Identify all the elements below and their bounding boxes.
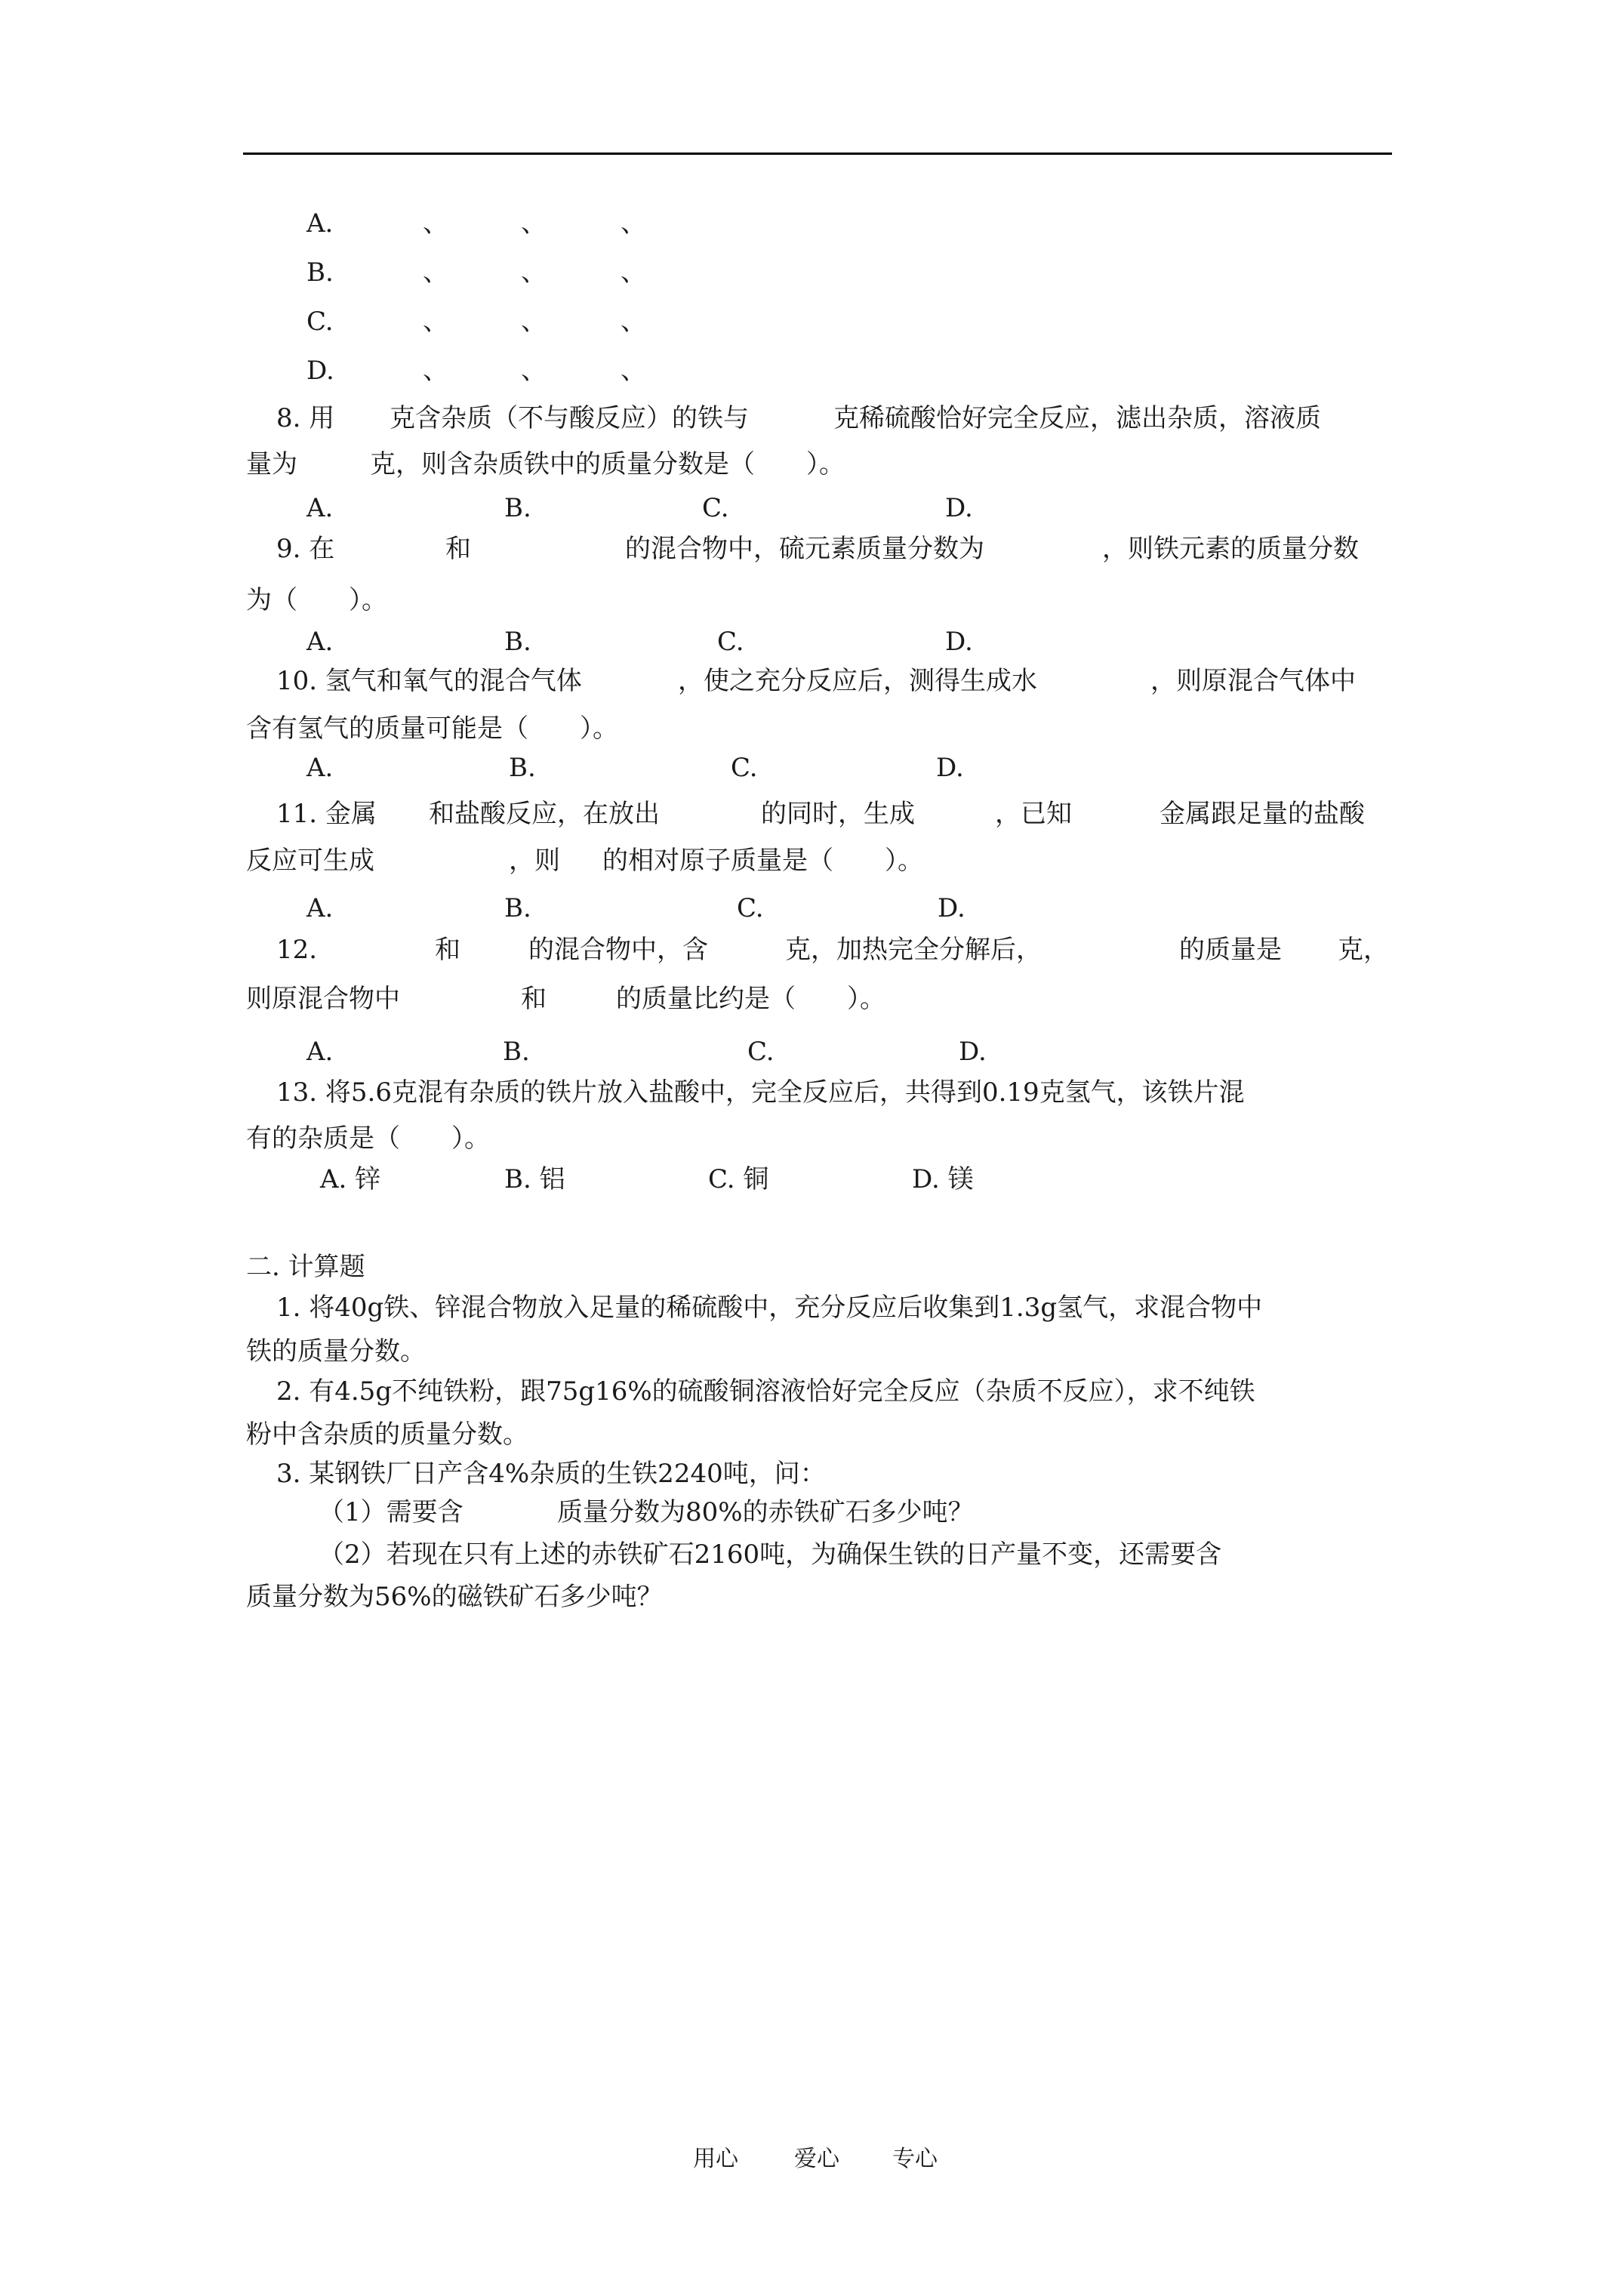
calc-problem-3-sub-2: 质量分数为56%的磁铁矿石多少吨？ — [246, 1582, 663, 1612]
q11-option-c: C. — [737, 893, 764, 923]
q11-option-a: A. — [306, 893, 334, 923]
footer-text: 专心 — [892, 2146, 938, 2172]
q10-text: ，则原混合气体中 — [1150, 666, 1356, 696]
q7-option-b-mark: 、 — [621, 257, 646, 288]
q12-option-c: C. — [747, 1037, 775, 1067]
q7-option-d: D. — [306, 356, 334, 386]
q12-text: 12. — [276, 935, 318, 965]
q13-option-c: C. 铜 — [708, 1164, 769, 1194]
q9-text: ，则铁元素的质量分数 — [1102, 534, 1359, 564]
q10-option-d: D. — [936, 753, 964, 783]
q12-text: 和 — [521, 984, 547, 1014]
q11-text: ，则 — [509, 846, 560, 876]
q12-option-a: A. — [306, 1037, 334, 1067]
q7-option-d-mark: 、 — [521, 356, 547, 386]
q12-text: 克，加热完全分解后， — [785, 935, 1042, 965]
calc-problem-1: 铁的质量分数。 — [246, 1336, 426, 1367]
q7-option-d-mark: 、 — [423, 356, 448, 386]
q7-option-b: B. — [306, 257, 334, 288]
q11-option-d: D. — [938, 893, 965, 923]
q7-option-d-mark: 、 — [621, 356, 646, 386]
q8-text: 克稀硫酸恰好完全反应，滤出杂质，溶液质 — [833, 403, 1321, 433]
q9-text: 和 — [445, 534, 471, 564]
q12-text: 则原混合物中 — [246, 984, 400, 1014]
q9-text: 9. 在 — [276, 534, 335, 564]
q10-option-b: B. — [509, 753, 536, 783]
q10-text: 10. 氢气和氧气的混合气体 — [276, 666, 582, 696]
q11-text: 的同时，生成 — [761, 799, 915, 829]
q7-option-a-mark: 、 — [423, 208, 448, 239]
q13-text: 有的杂质是（ ）。 — [246, 1123, 490, 1154]
q10-option-c: C. — [731, 753, 758, 783]
q12-option-b: B. — [503, 1037, 530, 1067]
q12-text: 的质量比约是（ ）。 — [616, 984, 885, 1014]
q8-option-a: A. — [306, 493, 334, 523]
q13-option-b: B. 铝 — [504, 1164, 565, 1194]
q13-option-a: A. 锌 — [320, 1164, 381, 1194]
footer-text: 用心 — [693, 2146, 738, 2172]
q9-option-c: C. — [717, 627, 744, 657]
q12-text: 克， — [1338, 935, 1389, 965]
q8-option-c: C. — [702, 493, 729, 523]
q7-option-a: A. — [306, 208, 334, 239]
q11-text: 和盐酸反应，在放出 — [429, 799, 660, 829]
q13-option-d: D. 镁 — [912, 1164, 974, 1194]
section-heading: 二. 计算题 — [246, 1252, 365, 1282]
footer-text: 爱心 — [794, 2146, 839, 2172]
q12-text: 和 — [435, 935, 460, 965]
calc-problem-1: 1. 将40g铁、锌混合物放入足量的稀硫酸中，充分反应后收集到1.3g氢气，求混合物中 — [276, 1293, 1263, 1323]
header-rule — [243, 153, 1392, 155]
q10-text: 含有氢气的质量可能是（ ）。 — [246, 713, 618, 744]
q7-option-a-mark: 、 — [621, 208, 646, 239]
q11-text: 金属跟足量的盐酸 — [1160, 799, 1365, 829]
q8-text: 克，则含杂质铁中的质量分数是（ ）。 — [370, 449, 845, 479]
q8-option-d: D. — [945, 493, 973, 523]
q11-text: 反应可生成 — [246, 846, 374, 876]
q11-text: 的相对原子质量是（ ）。 — [602, 846, 923, 876]
q8-text: 量为 — [246, 449, 297, 479]
q8-option-b: B. — [504, 493, 531, 523]
q11-text: ，已知 — [995, 799, 1072, 829]
q10-text: ，使之充分反应后，测得生成水 — [678, 666, 1037, 696]
q13-text: 13. 将5.6克混有杂质的铁片放入盐酸中，完全反应后，共得到0.19克氢气，该铁片混 — [276, 1077, 1245, 1108]
q7-option-a-mark: 、 — [521, 208, 547, 239]
q9-option-a: A. — [306, 627, 334, 657]
q11-option-b: B. — [504, 893, 531, 923]
q9-option-b: B. — [504, 627, 531, 657]
calc-problem-3: 3. 某钢铁厂日产含4%杂质的生铁2240吨，问： — [276, 1459, 826, 1489]
calc-problem-3-sub-2: （2）若现在只有上述的赤铁矿石2160吨，为确保生铁的日产量不变，还需要含 — [319, 1539, 1222, 1570]
q12-text: 的混合物中，含 — [528, 935, 708, 965]
q10-option-a: A. — [306, 753, 334, 783]
q7-option-b-mark: 、 — [521, 257, 547, 288]
q9-text: 为（ ）。 — [246, 585, 387, 615]
q9-text: 的混合物中，硫元素质量分数为 — [625, 534, 984, 564]
q9-option-d: D. — [945, 627, 973, 657]
q12-option-d: D. — [959, 1037, 987, 1067]
q7-option-c-mark: 、 — [621, 307, 646, 337]
q11-text: 11. 金属 — [276, 799, 377, 829]
calc-problem-3-sub-1: 质量分数为80%的赤铁矿石多少吨？ — [557, 1497, 974, 1527]
q7-option-b-mark: 、 — [423, 257, 448, 288]
calc-problem-2: 2. 有4.5g不纯铁粉，跟75g16%的硫酸铜溶液恰好完全反应（杂质不反应），求不纯铁 — [276, 1376, 1255, 1407]
q7-option-c-mark: 、 — [423, 307, 448, 337]
q12-text: 的质量是 — [1179, 935, 1282, 965]
calc-problem-3-sub-1: （1）需要含 — [319, 1497, 463, 1527]
calc-problem-2: 粉中含杂质的质量分数。 — [246, 1419, 528, 1450]
q8-text: 克含杂质（不与酸反应）的铁与 — [390, 403, 749, 433]
q7-option-c: C. — [306, 307, 334, 337]
q7-option-c-mark: 、 — [521, 307, 547, 337]
q8-text: 8. 用 — [276, 403, 335, 433]
